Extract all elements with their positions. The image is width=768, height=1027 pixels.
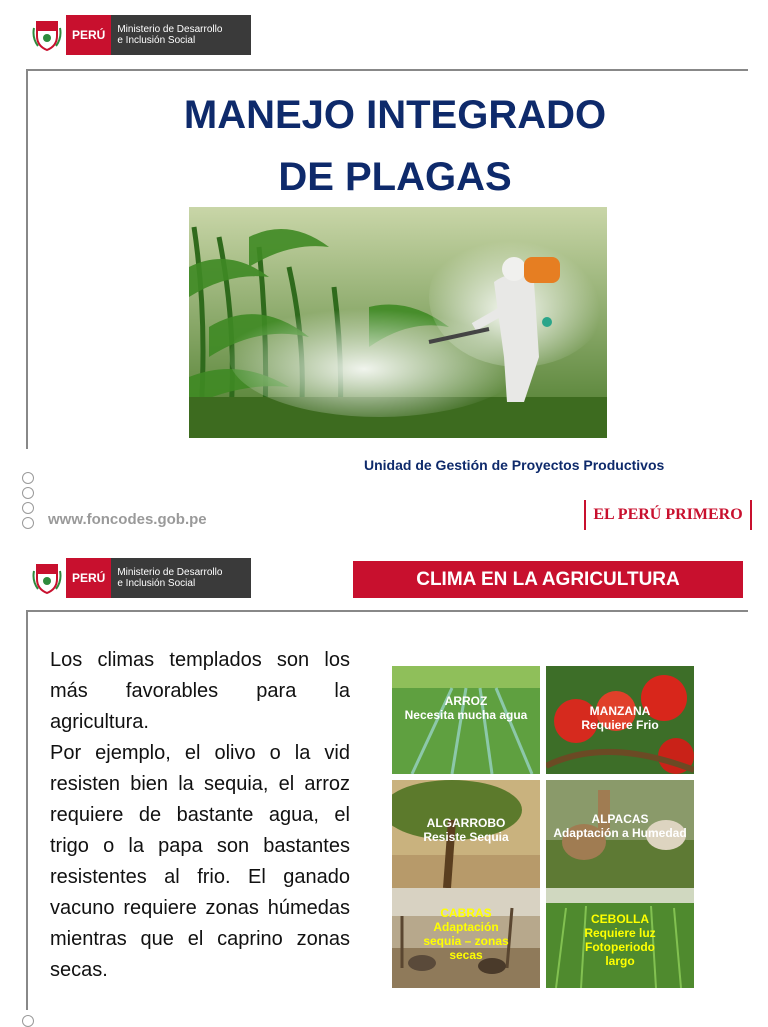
flickr-icon[interactable] [22,517,34,529]
tile-caption [392,906,540,962]
page-title [100,84,690,208]
ministry-line-1: Ministerio de Desarrollo [117,24,223,35]
tile-desc: Adaptación sequia – zonas secas [423,920,509,962]
title-line-2: DE PLAGAS [278,155,512,199]
facebook-icon[interactable] [22,1015,34,1027]
title-line-1: MANEJO INTEGRADO [183,93,607,137]
tile-caption [392,816,540,844]
peru-coat-of-arms-icon [30,558,64,598]
climate-description [50,645,350,986]
tile-manzana [546,666,694,774]
slide-clima [0,545,768,1024]
ministry-name [111,558,251,598]
tile-desc: Necesita mucha agua [404,708,528,722]
tile-title: MANZANA [589,704,651,718]
frame-top-line [26,610,748,612]
facebook-icon[interactable] [22,472,34,484]
frame-left-line [26,610,28,1010]
paragraph-examples: Por ejemplo, el olivo o la vid resisten bien la sequia, el arroz requiere de bastante agua, el trigo o la papa son bastantes resistentes al frio. El ganado vacuno requiere zonas húmedas mientras que el caprino zonas secas. [50,742,350,981]
tile-caption [392,694,540,722]
frame-top-line [26,69,748,71]
tile-desc: Requiere luz Fotoperiodo largo [584,926,656,968]
ministry-line-1: Ministerio de Desarrollo [117,567,223,578]
ministry-line-2: e Inclusión Social [117,578,196,589]
pesticide-spraying-photo [189,207,607,438]
tile-desc: Resiste Sequia [423,830,509,844]
website-link[interactable]: www.foncodes.gob.pe [48,511,207,528]
ministry-logo [30,15,251,55]
tile-title: ALPACAS [591,812,649,826]
tile-desc: Adaptación a Humedad [553,826,687,840]
frame-left-line [26,69,28,449]
tile-arroz [392,666,540,774]
unit-subtitle: Unidad de Gestión de Proyectos Productivos [364,457,665,473]
paragraph-intro: Los climas templados son los más favorables para la agricultura. [50,649,350,733]
tile-title: ALGARROBO [426,816,506,830]
ministry-name [111,15,251,55]
tile-title: CEBOLLA [591,912,649,926]
peru-label: PERÚ [66,15,111,55]
peru-label: PERÚ [66,558,111,598]
social-links [22,472,34,529]
youtube-icon[interactable] [22,502,34,514]
tile-algarrobo [392,780,540,888]
twitter-icon[interactable] [22,487,34,499]
el-peru-primero-logo: EL PERÚ PRIMERO [584,500,752,530]
tile-caption [546,704,694,732]
ministry-line-2: e Inclusión Social [117,35,196,46]
peru-coat-of-arms-icon [30,15,64,55]
tile-title: ARROZ [444,694,488,708]
section-banner: CLIMA EN LA AGRICULTURA [353,561,743,598]
ministry-logo [30,558,251,598]
tile-alpacas [546,780,694,888]
social-links [22,1015,34,1027]
tile-cabras [392,888,540,996]
tile-cebolla [546,888,694,996]
tile-desc: Requiere Frio [581,718,659,732]
tile-title: CABRAS [440,906,492,920]
tile-caption [546,812,694,840]
tile-caption [546,912,694,968]
